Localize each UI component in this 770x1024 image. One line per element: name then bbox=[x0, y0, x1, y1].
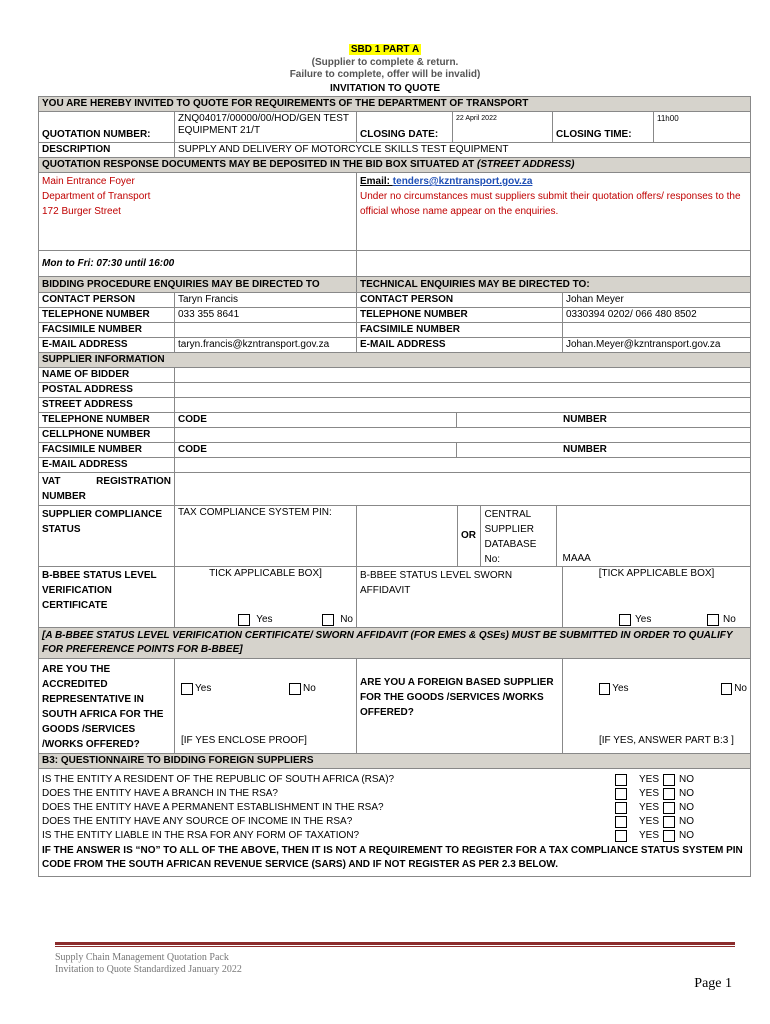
tax-pin-field[interactable]: TAX COMPLIANCE SYSTEM PIN: bbox=[175, 506, 357, 567]
foreign-yes-checkbox[interactable] bbox=[599, 683, 610, 695]
facsimile-code-field[interactable]: CODE bbox=[175, 443, 457, 458]
technical-facsimile-label: FACSIMILE NUMBER bbox=[357, 323, 563, 338]
certificate-yes-checkbox[interactable] bbox=[238, 614, 250, 626]
foreign-answer-note: [IF YES, ANSWER PART B:3 ] bbox=[599, 735, 734, 746]
bidder-name-field[interactable] bbox=[175, 368, 751, 383]
bidding-facsimile-value[interactable] bbox=[175, 323, 357, 338]
footer-rule-thin bbox=[55, 946, 735, 947]
deposit-heading: QUOTATION RESPONSE DOCUMENTS MAY BE DEPOSITED IN THE BID BOX SITUATED AT (STREET ADDRESS) bbox=[39, 158, 751, 173]
technical-enquiries-heading: TECHNICAL ENQUIRIES MAY BE DIRECTED TO: bbox=[357, 277, 751, 293]
postal-address-field[interactable] bbox=[175, 383, 751, 398]
supplier-email-label: E-MAIL ADDRESS bbox=[39, 458, 175, 473]
technical-telephone-label: TELEPHONE NUMBER bbox=[357, 308, 563, 323]
csd-label: CENTRAL SUPPLIER DATABASE No: bbox=[481, 506, 557, 566]
page-number: Page 1 bbox=[694, 976, 732, 991]
bid-box-address bbox=[39, 173, 357, 251]
header-line-1: (Supplier to complete & return. bbox=[311, 57, 459, 68]
footer-line-1: Supply Chain Management Quotation Pack bbox=[55, 952, 229, 963]
questionnaire-heading: B3: QUESTIONNAIRE TO BIDDING FOREIGN SUPPLIERS bbox=[39, 754, 751, 769]
postal-address-label: POSTAL ADDRESS bbox=[39, 383, 175, 398]
street-address-field[interactable] bbox=[175, 398, 751, 413]
footer-rule bbox=[55, 942, 735, 945]
tick-label-affidavit: [TICK APPLICABLE BOX] bbox=[598, 568, 715, 579]
accredited-yes-label: Yes bbox=[195, 683, 212, 694]
q3-no-checkbox[interactable] bbox=[663, 802, 675, 814]
closing-date-label: CLOSING DATE: bbox=[357, 112, 453, 142]
supplier-telephone-label: TELEPHONE NUMBER bbox=[39, 413, 175, 428]
form-title: INVITATION TO QUOTE bbox=[330, 83, 440, 94]
description-value[interactable]: SUPPLY AND DELIVERY OF MOTORCYCLE SKILLS TEST EQUIPMENT bbox=[175, 143, 751, 158]
closing-time-value[interactable]: 11h00 bbox=[657, 114, 679, 123]
enclose-proof-note: [IF YES ENCLOSE PROOF] bbox=[181, 735, 307, 746]
address-line-3: 172 Burger Street bbox=[42, 206, 121, 217]
question-row: DOES THE ENTITY HAVE A PERMANENT ESTABLISHMENT IN THE RSA? YES NO bbox=[42, 802, 695, 813]
header-line-2: Failure to complete, offer will be invalid) bbox=[289, 69, 481, 80]
closing-date-value[interactable]: 22 April 2022 bbox=[453, 112, 553, 142]
q2-no-checkbox[interactable] bbox=[663, 788, 675, 800]
cellphone-label: CELLPHONE NUMBER bbox=[39, 428, 175, 443]
technical-email-value[interactable]: Johan.Meyer@kzntransport.gov.za bbox=[563, 338, 751, 353]
q5-no-checkbox[interactable] bbox=[663, 830, 675, 842]
vat-number-field[interactable] bbox=[175, 473, 751, 506]
certificate-no-label: No bbox=[340, 614, 353, 625]
office-hours: Mon to Fri: 07:30 until 16:00 bbox=[39, 251, 357, 277]
telephone-number-field[interactable]: NUMBER bbox=[457, 413, 751, 428]
supplier-facsimile-label: FACSIMILE NUMBER bbox=[39, 443, 175, 458]
question-row: IS THE ENTITY LIABLE IN THE RSA FOR ANY FORM OF TAXATION? YES NO bbox=[42, 830, 695, 841]
affidavit-yes-checkbox[interactable] bbox=[619, 614, 631, 626]
accredited-question: ARE YOU THE ACCREDITED REPRESENTATIVE IN SOUTH AFRICA FOR THE GOODS /SERVICES /WORKS OFFERED? bbox=[39, 659, 175, 754]
certificate-no-checkbox[interactable] bbox=[322, 614, 334, 626]
invite-heading: YOU ARE HEREBY INVITED TO QUOTE FOR REQUIREMENTS OF THE DEPARTMENT OF TRANSPORT bbox=[39, 97, 751, 112]
foreign-no-label: No bbox=[734, 683, 747, 694]
q5-yes-checkbox[interactable] bbox=[615, 830, 627, 842]
closing-time-label: CLOSING TIME: bbox=[553, 112, 654, 142]
supplier-email-field[interactable] bbox=[175, 458, 751, 473]
compliance-status-label: SUPPLIER COMPLIANCE STATUS bbox=[39, 506, 175, 567]
accredited-no-label: No bbox=[303, 683, 316, 694]
affidavit-no-checkbox[interactable] bbox=[707, 614, 719, 626]
quotation-form bbox=[38, 96, 751, 877]
facsimile-number-field[interactable]: NUMBER bbox=[457, 443, 751, 458]
affidavit-yes-label: Yes bbox=[635, 614, 652, 625]
deposit-notice-cell: Email: tenders@kzntransport.gov.za Under no circumstances must suppliers submit their quotation offers/ responses to the official whose name appear on the enquiries. bbox=[357, 173, 751, 251]
street-address-label: STREET ADDRESS bbox=[39, 398, 175, 413]
bidding-email-value[interactable]: taryn.francis@kzntransport.gov.za bbox=[175, 338, 357, 353]
form-id: SBD 1 PART A bbox=[350, 44, 420, 55]
accredited-no-checkbox[interactable] bbox=[289, 683, 301, 695]
bidding-email-label: E-MAIL ADDRESS bbox=[39, 338, 175, 353]
bidding-contact-label: CONTACT PERSON bbox=[39, 293, 175, 308]
q4-no-checkbox[interactable] bbox=[663, 816, 675, 828]
address-line-2: Department of Transport bbox=[42, 191, 151, 202]
bidder-name-label: NAME OF BIDDER bbox=[39, 368, 175, 383]
q2-yes-checkbox[interactable] bbox=[615, 788, 627, 800]
foreign-no-checkbox[interactable] bbox=[721, 683, 732, 695]
deposit-notice: Under no circumstances must suppliers submit their quotation offers/ responses to the official whose name appear on the enquiries. bbox=[360, 191, 741, 217]
tick-label-certificate: TICK APPLICABLE BOX] bbox=[209, 568, 322, 579]
affidavit-no-label: No bbox=[723, 614, 736, 625]
supplier-info-heading: SUPPLIER INFORMATION bbox=[39, 353, 751, 368]
tenders-email-link[interactable]: tenders@kzntransport.gov.za bbox=[392, 176, 533, 187]
bidding-facsimile-label: FACSIMILE NUMBER bbox=[39, 323, 175, 338]
bidding-enquiries-heading: BIDDING PROCEDURE ENQUIRIES MAY BE DIRECTED TO bbox=[39, 277, 357, 293]
q1-no-checkbox[interactable] bbox=[663, 774, 675, 786]
technical-contact-label: CONTACT PERSON bbox=[357, 293, 563, 308]
cellphone-field[interactable] bbox=[175, 428, 751, 443]
technical-telephone-value[interactable]: 0330394 0202/ 066 480 8502 bbox=[563, 308, 751, 323]
technical-email-label: E-MAIL ADDRESS bbox=[357, 338, 563, 353]
description-label: DESCRIPTION bbox=[39, 143, 175, 158]
question-row: IS THE ENTITY A RESIDENT OF THE REPUBLIC OF SOUTH AFRICA (RSA)? YES NO bbox=[42, 774, 695, 785]
maaa-field[interactable]: MAAA bbox=[562, 553, 591, 564]
or-label: OR bbox=[457, 506, 481, 566]
bidding-telephone-label: TELEPHONE NUMBER bbox=[39, 308, 175, 323]
foreign-supplier-question: ARE YOU A FOREIGN BASED SUPPLIER FOR THE GOODS /SERVICES /WORKS OFFERED? bbox=[357, 659, 563, 754]
accredited-yes-checkbox[interactable] bbox=[181, 683, 193, 695]
address-line-1: Main Entrance Foyer bbox=[42, 176, 135, 187]
quotation-number-label: QUOTATION NUMBER: bbox=[39, 112, 175, 143]
vat-number-label: VAT REGISTRATION NUMBER bbox=[39, 473, 175, 506]
certificate-yes-label: Yes bbox=[256, 614, 273, 625]
bidding-contact-value[interactable]: Taryn Francis bbox=[175, 293, 357, 308]
bbbee-certificate-label: B-BBEE STATUS LEVEL VERIFICATION CERTIFICATE bbox=[39, 567, 175, 628]
q4-yes-checkbox[interactable] bbox=[615, 816, 627, 828]
q1-yes-checkbox[interactable] bbox=[615, 774, 627, 786]
technical-facsimile-value[interactable] bbox=[563, 323, 751, 338]
bidding-telephone-value[interactable]: 033 355 8641 bbox=[175, 308, 357, 323]
footer-line-2: Invitation to Quote Standardized January 2022 bbox=[55, 964, 242, 975]
technical-contact-value[interactable]: Johan Meyer bbox=[563, 293, 751, 308]
foreign-yes-label: Yes bbox=[612, 683, 629, 694]
questionnaire-conclusion: IF THE ANSWER IS “NO” TO ALL OF THE ABOVE, THEN IT IS NOT A REQUIREMENT TO REGISTER FOR A TAX COMPLIANCE STATUS SYSTEM PIN CODE FROM THE SOUTH AFRICAN REVENUE SERVICE (SARS) AND IF NOT REGISTER AS PER 2.3 BELOW. bbox=[42, 845, 743, 870]
q3-yes-checkbox[interactable] bbox=[615, 802, 627, 814]
questionnaire-body bbox=[39, 769, 751, 877]
bbbee-notice: [A B-BBEE STATUS LEVEL VERIFICATION CERTIFICATE/ SWORN AFFIDAVIT (FOR EMES & QSEs) MUST BE SUBMITTED IN ORDER TO QUALIFY FOR PREFERENCE POINTS FOR B-BBEE] bbox=[39, 628, 751, 659]
bbbee-affidavit-label: B-BBEE STATUS LEVEL SWORN AFFIDAVIT bbox=[357, 567, 563, 628]
telephone-code-field[interactable]: CODE bbox=[175, 413, 457, 428]
tax-pin-value[interactable] bbox=[357, 506, 457, 567]
quotation-number-value[interactable]: ZNQ04017/00000/00/HOD/GEN TEST EQUIPMENT 21/T bbox=[175, 112, 357, 143]
question-row: DOES THE ENTITY HAVE ANY SOURCE OF INCOME IN THE RSA? YES NO bbox=[42, 816, 695, 827]
question-row: DOES THE ENTITY HAVE A BRANCH IN THE RSA? YES NO bbox=[42, 788, 695, 799]
